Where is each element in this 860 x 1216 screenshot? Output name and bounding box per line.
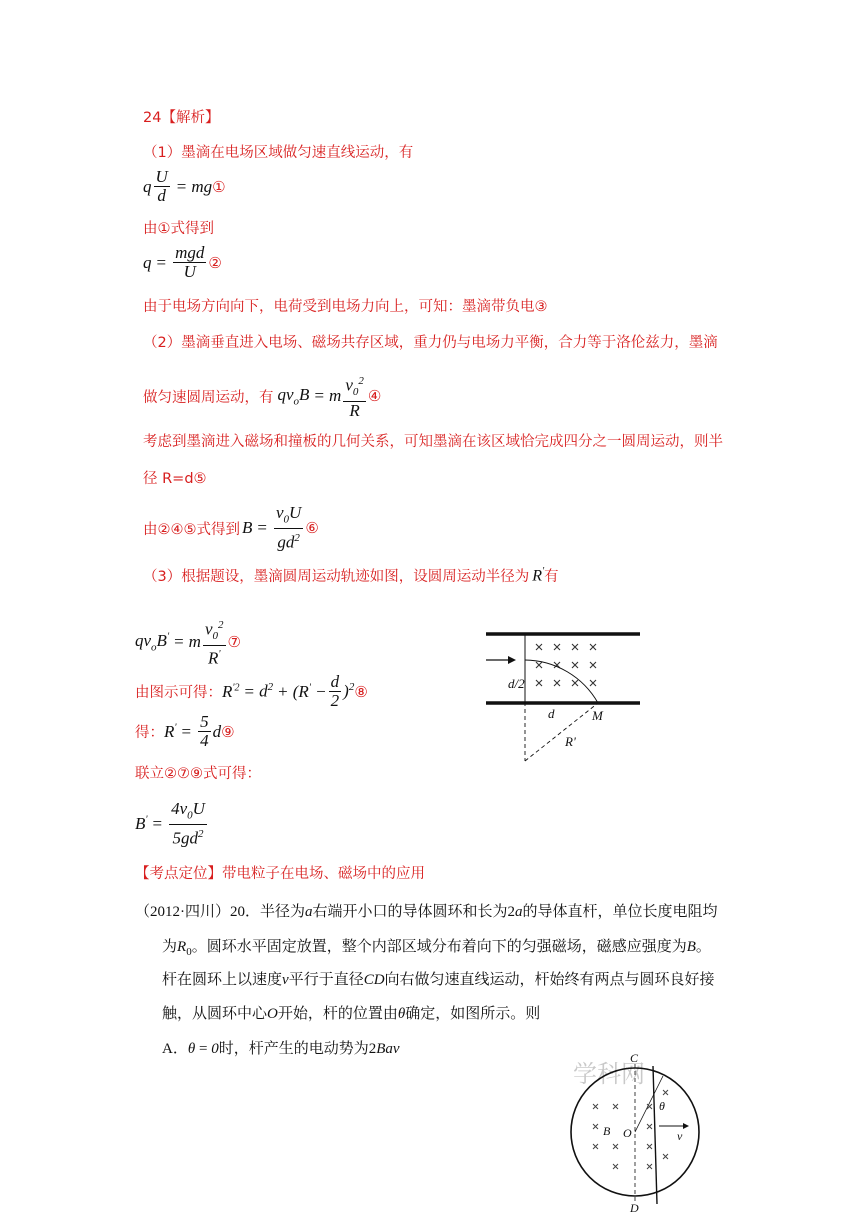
label-theta: θ <box>659 1099 665 1113</box>
part1-intro: （1）墨滴在电场区域做匀速直线运动，有 <box>143 145 414 161</box>
exam-point <box>135 864 425 884</box>
solution-heading: 24【解析】 <box>143 110 220 126</box>
label-M: M <box>592 708 603 723</box>
exam-point-tag: 【考点定位】 <box>135 866 222 882</box>
equation-8: 由图示可得： $R^{'2}$ = $d^2$ + (R' − $\frac{d}{2}$ )$^2$ ⑧ <box>135 672 368 710</box>
combine-label: 联立②⑦⑨式可得： <box>135 766 261 782</box>
option-A: A．θ = 0时，杆产生的电动势为2Bav <box>162 1041 400 1057</box>
geometry-line-1: 考虑到墨滴进入磁场和撞板的几何关系，可知墨滴在该区域恰完成四分之一圆周运动，则半 <box>143 434 723 450</box>
label-d: d <box>548 706 555 721</box>
watermark: 学科网 <box>573 1062 645 1088</box>
eq1-marker: ① <box>212 177 226 196</box>
equation-7: $qv_oB'$ = m $\frac{v_0^2}{R'}$ ⑦ <box>135 616 241 668</box>
derive-label: 由①式得到 <box>143 221 214 237</box>
eq7-marker: ⑦ <box>227 632 241 651</box>
problem-line-2: 为$R_0$。圆环水平固定放置，整个内部区域分布着向下的匀强磁场，磁感应强度为B。 <box>162 939 711 958</box>
label-B: B <box>603 1124 611 1138</box>
result-label: 由②④⑤式得到 <box>143 521 240 538</box>
equation-final: B' = $\frac{4v_0U}{5gd^2}$ <box>135 799 205 849</box>
charge-conclusion: 由于电场方向向下，电荷受到电场力向上，可知：墨滴带负电③ <box>143 299 548 315</box>
eq2-marker: ② <box>208 253 222 272</box>
problem-line-3: 杆在圆环上以速度v平行于直径CD向右做匀速直线运动，杆始终有两点与圆环良好接 <box>162 972 715 988</box>
ring-figure <box>555 1044 715 1214</box>
label-C: C <box>630 1051 639 1065</box>
geometry-line-2: 径 R=d⑤ <box>143 471 207 487</box>
part2-intro: （2）墨滴垂直进入电场、磁场共存区域，重力仍与电场力平衡，合力等于洛伦兹力，墨滴 <box>143 335 718 351</box>
label-d-half: d/2 <box>508 676 525 691</box>
motion-label: 做匀速圆周运动，有 <box>143 389 274 406</box>
eq4-marker: ④ <box>367 387 382 406</box>
eq9-marker: ⑨ <box>221 722 235 741</box>
label-R-prime: R' <box>565 734 576 749</box>
eq8-marker: ⑧ <box>354 682 368 701</box>
equation-4: 做匀速圆周运动，有 $qv_oB$ = m $\frac{v_0^2}{R}$ ④ <box>143 372 381 420</box>
part3-intro: （3）根据题设，墨滴圆周运动轨迹如图，设圆周运动半径为 R' 有 <box>143 565 559 585</box>
label-v: v <box>677 1129 683 1143</box>
exam-point-text: 带电粒子在电场、磁场中的应用 <box>222 866 425 882</box>
label-O: O <box>623 1126 632 1140</box>
eq6-marker: ⑥ <box>305 519 319 538</box>
magnetic-field-crosses <box>536 644 596 686</box>
equation-6: 由②④⑤式得到 B = $\frac{v_0U}{gd^2}$ ⑥ <box>143 503 319 553</box>
problem-line-1: （2012·四川）20．半径为a右端开小口的导体圆环和长为2a的导体直杆，单位长度电阻均 <box>135 904 718 920</box>
trajectory-figure <box>480 628 650 763</box>
problem-line-4: 触，从圆环中心O开始，杆的位置由θ确定，如图所示。则 <box>162 1006 541 1022</box>
equation-9: 得： R' = $\frac{5}{4}$ d ⑨ <box>135 712 235 750</box>
equation-2: q = $\frac{\text{mgd}}{U}$ ② <box>143 243 222 281</box>
equation-1: q $\frac{U}{d}$ = mg ① <box>143 167 226 205</box>
label-D: D <box>630 1201 639 1214</box>
